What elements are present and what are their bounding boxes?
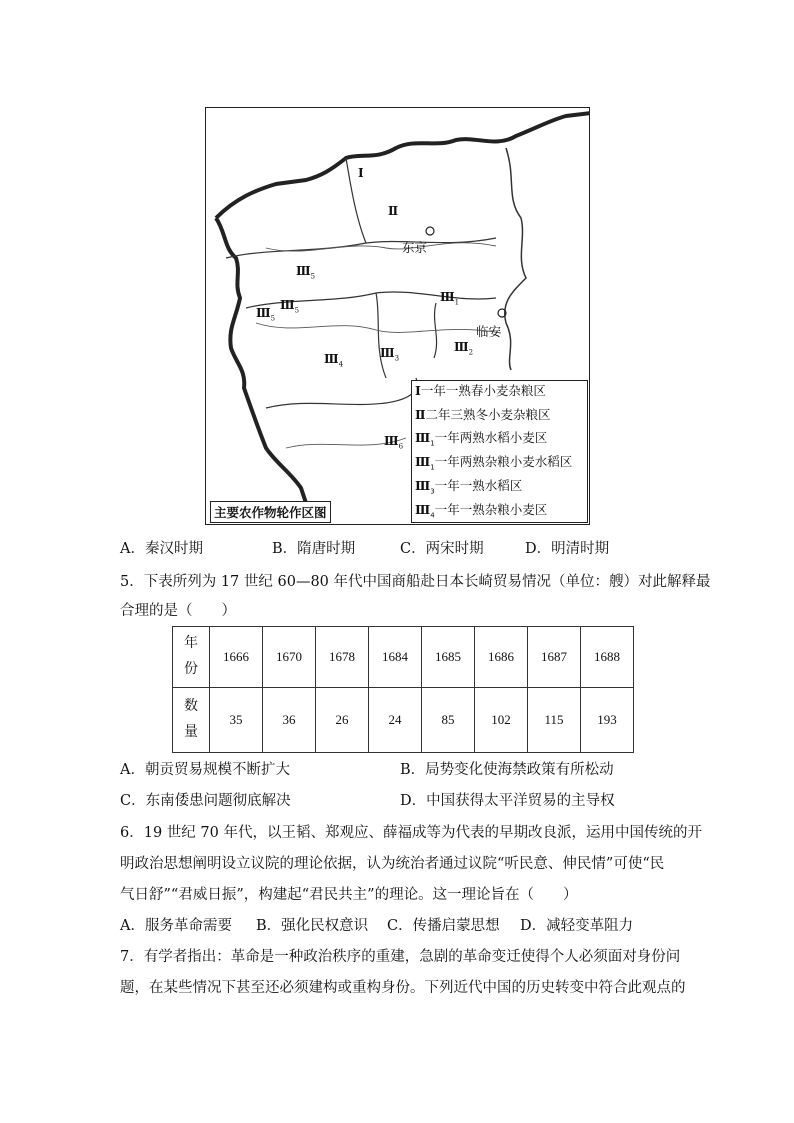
- table-cell: 1684: [369, 627, 422, 688]
- region-label-III3: $Ⅲ_3$: [380, 346, 400, 363]
- q5-stem-line2: 合理的是（ ）: [120, 603, 236, 619]
- table-cell: 1688: [581, 627, 634, 688]
- q6-stem-line2: 明政治思想阐明设立议院的理论依据，认为统治者通过议院“听民意、伸民情”可使“民: [120, 856, 665, 872]
- region-label-III6: $Ⅲ_6$: [384, 434, 404, 451]
- legend-item: Ⅱ二年三熟冬小麦杂粮区: [415, 406, 551, 422]
- region-label-III5: $Ⅲ_5$: [296, 264, 316, 281]
- table-cell: 1685: [422, 627, 475, 688]
- table-cell: 85: [422, 688, 475, 753]
- table-cell: 1670: [263, 627, 316, 688]
- table-cell: 102: [475, 688, 528, 753]
- table-cell: 35: [210, 688, 263, 753]
- region-label-III2: $Ⅲ_2$: [454, 340, 474, 357]
- q6-stem-line3: 气日舒”“君威日振”，构建起“君民共主”的理论。这一理论旨在（ ）: [120, 887, 578, 903]
- q6-stem-line1: 6．19 世纪 70 年代，以王韬、郑观应、薛福成等为代表的早期改良派，运用中国传统的开: [120, 825, 702, 841]
- table-row: [173, 627, 634, 688]
- legend-item: $Ⅲ_4$一年一熟杂粮小麦区: [415, 501, 548, 520]
- table-cell: 115: [528, 688, 581, 753]
- city-linan: 临安: [476, 324, 502, 339]
- q7-stem-line1: 7．有学者指出：革命是一种政治秩序的重建，急剧的革命变迁使得个人必须面对身份问: [120, 949, 681, 965]
- table-cell: 1678: [316, 627, 369, 688]
- legend-item: $Ⅲ_1$一年两熟杂粮小麦水稻区: [415, 454, 573, 472]
- table-cell: 1666: [210, 627, 263, 688]
- table-cell: 36: [263, 688, 316, 753]
- crop-rotation-map: [205, 107, 590, 525]
- trade-table: [172, 626, 634, 753]
- region-label-III5b: $Ⅲ_5$: [280, 298, 300, 315]
- q5-option-c[interactable]: C．东南倭患问题彻底解决: [120, 793, 291, 809]
- legend-item: $Ⅲ_1$一年两熟水稻小麦区: [415, 430, 548, 448]
- region-label-III4: $Ⅲ_4$: [324, 352, 344, 369]
- q6-option-c[interactable]: C．传播启蒙思想: [387, 918, 500, 934]
- region-label-II: Ⅱ: [388, 204, 399, 218]
- table-cell: 193: [581, 688, 634, 753]
- city-dongjing: 东京: [402, 240, 428, 255]
- q5-option-a[interactable]: A．朝贡贸易规模不断扩大: [120, 762, 290, 778]
- q4-option-b[interactable]: B．隋唐时期: [272, 541, 356, 557]
- table-cell: 26: [316, 688, 369, 753]
- q6-option-b[interactable]: B．强化民权意识: [256, 918, 369, 934]
- map-legend: [411, 380, 588, 523]
- table-cell: 1686: [475, 627, 528, 688]
- table-header-count: 数 量: [173, 688, 210, 753]
- table-row: [173, 688, 634, 753]
- region-label-I: Ⅰ: [358, 166, 364, 180]
- map-title: 主要农作物轮作区图: [210, 501, 331, 523]
- legend-item: $Ⅲ_3$一年一熟水稻区: [415, 477, 523, 496]
- q5-stem-line1: 5．下表所列为 17 世纪 60—80 年代中国商船赴日本长崎贸易情况（单位：艘）对此解释最: [120, 574, 711, 590]
- q6-option-d[interactable]: D．减轻变革阻力: [520, 918, 634, 934]
- q4-option-d[interactable]: D．明清时期: [525, 541, 610, 557]
- q4-option-a[interactable]: A．秦汉时期: [120, 541, 203, 557]
- region-label-III5c: $Ⅲ_5$: [256, 306, 276, 323]
- region-label-III1: $Ⅲ_1$: [440, 290, 460, 307]
- q4-option-c[interactable]: C．两宋时期: [400, 541, 484, 557]
- legend-item: [415, 524, 584, 525]
- legend-item: Ⅰ一年一熟春小麦杂粮区: [415, 383, 546, 398]
- q6-option-a[interactable]: A．服务革命需要: [120, 918, 232, 934]
- table-cell: 1687: [528, 627, 581, 688]
- table-header-year: 年 份: [173, 627, 210, 688]
- q5-option-d[interactable]: D．中国获得太平洋贸易的主导权: [400, 793, 615, 809]
- q5-option-b[interactable]: B．局势变化使海禁政策有所松动: [400, 762, 614, 778]
- table-cell: 24: [369, 688, 422, 753]
- q7-stem-line2: 题，在某些情况下甚至还必须建构或重构身份。下列近代中国的历史转变中符合此观点的: [120, 980, 686, 996]
